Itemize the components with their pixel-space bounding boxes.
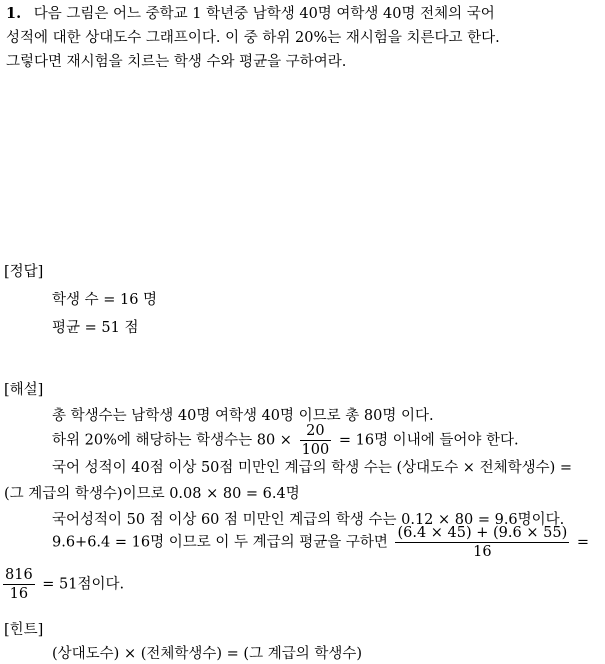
fraction-weighted-sum	[395, 524, 569, 561]
solution-line-1: 총 학생수는 남학생 40명 여학생 40명 이므로 총 80명 이다.	[52, 408, 434, 424]
problem-text-3: 그렇다면 재시험을 치르는 학생 수와 평균을 구하여라.	[6, 54, 347, 70]
problem-text-1: 다음 그림은 어느 중학교 1 학년중 남학생 40명 여학생 40명 전체의 국어	[33, 6, 495, 22]
fraction-816-16	[3, 566, 35, 603]
solution-line-7-post: = 51점이다.	[42, 576, 125, 593]
hint-header: [힌트]	[4, 622, 44, 638]
solution-line-2-pre: 하위 20%에 해당하는 학생수는 80 ×	[52, 432, 292, 449]
solution-line-2-post: = 16명 이내에 들어야 한다.	[338, 432, 519, 449]
solution-line-6-pre: 9.6+6.4 = 16명 이므로 이 두 계급의 평균을 구하면	[52, 534, 388, 551]
fraction-denominator: 100	[301, 442, 330, 458]
problem-text-2: 성적에 대한 상대도수 그래프이다. 이 중 하위 20%는 재시험을 치른다고 한다.	[6, 30, 500, 46]
answer-average: 평균 = 51 점	[52, 320, 139, 336]
fraction-numerator: 20	[300, 422, 332, 441]
solution-line-7	[0, 566, 124, 603]
solution-line-3: 국어 성적이 40점 이상 50점 미만인 계급의 학생 수는 (상대도수 × 전체학생수) =	[52, 460, 573, 476]
problem-number: 1.	[6, 5, 22, 22]
fraction-numerator: 816	[5, 567, 33, 583]
answer-students: 학생 수 = 16 명	[52, 292, 158, 308]
solution-line-2	[52, 422, 519, 459]
solution-line-5: 국어성적이 50 점 이상 60 점 미만인 계급의 학생 수는 0.12 × 80 = 9.6명이다.	[52, 512, 565, 528]
fraction-20-100	[300, 422, 332, 459]
solution-header: [해설]	[4, 382, 44, 398]
fraction-denominator: 16	[9, 586, 29, 602]
fraction-denominator: 16	[473, 544, 492, 560]
solution-line-6	[52, 524, 589, 561]
hint-text: (상대도수) × (전체학생수) = (그 계급의 학생수)	[52, 646, 363, 662]
fraction-numerator: (6.4 × 45) + (9.6 × 55)	[397, 525, 568, 541]
problem-line-1	[6, 4, 495, 24]
answer-header: [정답]	[4, 264, 44, 280]
solution-line-4: (그 계급의 학생수)이므로 0.08 × 80 = 6.4명	[4, 486, 300, 502]
solution-line-6-post: =	[576, 534, 589, 551]
